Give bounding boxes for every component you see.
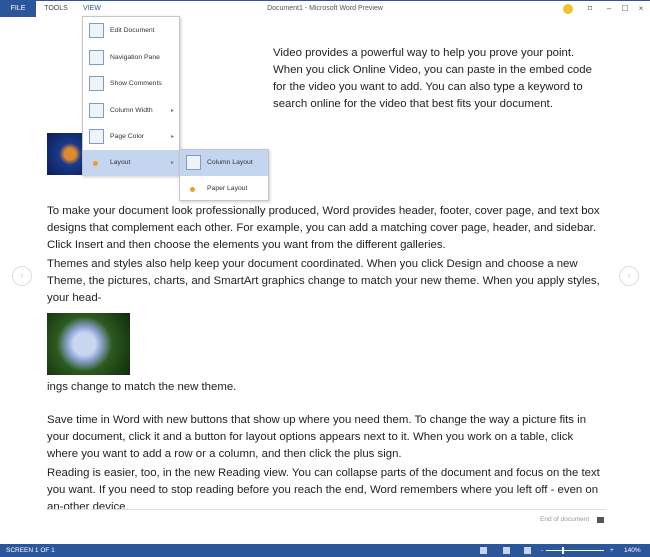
hydrangea-image[interactable] [47, 313, 130, 375]
print-layout-icon[interactable] [503, 547, 510, 554]
paragraph: Themes and styles also help keep your document coordinated. When you click Design and choose a new Theme, the pictures, charts, and SmartArt graphics change to match your new theme. When you apply styles, your head- [47, 258, 600, 304]
chevron-right-icon: ▸ [171, 134, 175, 140]
comments-icon [89, 76, 104, 91]
paragraph: Video provides a powerful way to help you prove your point. When you click Online Video, you can paste in the embed code for the video you want to add. You can also type a keyword to search online for the video that best fits your document. [273, 47, 592, 110]
fullscreen-button[interactable]: ⌑ [587, 4, 593, 13]
close-button[interactable]: × [638, 4, 644, 13]
tab-view[interactable]: VIEW [83, 5, 101, 12]
next-screen-button[interactable]: › [619, 266, 639, 286]
status-bar [0, 544, 650, 557]
window-title: Document1 - Microsoft Word Preview [267, 5, 383, 12]
view-menu [82, 16, 180, 176]
read-mode-icon[interactable] [480, 547, 487, 554]
feedback-smiley-icon[interactable] [563, 4, 573, 14]
paragraph: Save time in Word with new buttons that show up where you need them. To change the way a picture fits in your document, click it and a button for layout options appears next to it. When you work on a table, click where you want to add a row or a column, and then click the plus sign. [47, 414, 587, 460]
menu-item-column-width[interactable]: Column Width ▸ [83, 98, 179, 124]
menu-item-paper-layout[interactable]: Paper Layout [180, 176, 268, 202]
paragraph: To make your document look professionally produced, Word provides header, footer, cover page, and text box designs that complement each other. For example, you can add a matching cover page, header, and sidebar. Click Insert and then choose the elements you want from the different galleries. [47, 205, 600, 251]
paragraph: Reading is easier, too, in the new Reading view. You can collapse parts of the document and focus on the text you want. If you need to stop reading before you reach the end, Word remembers where you left off - even on an-other device. [47, 467, 600, 513]
menu-item-edit-document[interactable]: Edit Document [83, 18, 179, 44]
page-color-icon [89, 129, 104, 144]
flag-icon [597, 517, 604, 523]
selected-dot-icon [190, 187, 195, 192]
layout-submenu [179, 149, 269, 201]
web-layout-icon[interactable] [524, 547, 531, 554]
tab-file[interactable]: FILE [0, 1, 36, 17]
zoom-in-button[interactable]: + [610, 547, 614, 554]
menu-item-layout[interactable]: Layout ▸ [83, 150, 179, 176]
zoom-slider[interactable] [546, 550, 604, 551]
paragraph: ings change to match the new theme. [47, 381, 237, 393]
chevron-right-icon: ▸ [171, 160, 175, 166]
title-bar [0, 0, 650, 16]
column-width-icon [89, 103, 104, 118]
column-layout-icon [186, 155, 201, 170]
divider [47, 509, 607, 510]
menu-item-page-color[interactable]: Page Color ▸ [83, 124, 179, 150]
screen-indicator: SCREEN 1 OF 1 [6, 547, 55, 554]
tab-tools[interactable]: TOOLS [44, 5, 68, 12]
zoom-slider-thumb[interactable] [562, 547, 564, 554]
menu-item-show-comments[interactable]: Show Comments [83, 71, 179, 97]
zoom-out-button[interactable]: - [541, 547, 544, 554]
chevron-right-icon: ▸ [171, 108, 175, 114]
selected-dot-icon [93, 161, 98, 166]
maximize-button[interactable]: ☐ [621, 4, 629, 13]
navigation-pane-icon [89, 50, 104, 65]
previous-screen-button[interactable]: ‹ [12, 266, 32, 286]
zoom-level[interactable]: 140% [624, 547, 641, 554]
menu-item-navigation-pane[interactable]: Navigation Pane [83, 45, 179, 71]
menu-item-column-layout[interactable]: Column Layout [180, 150, 268, 176]
end-of-document: End of document [540, 516, 590, 523]
edit-document-icon [89, 23, 104, 38]
minimize-button[interactable]: – [606, 4, 612, 13]
